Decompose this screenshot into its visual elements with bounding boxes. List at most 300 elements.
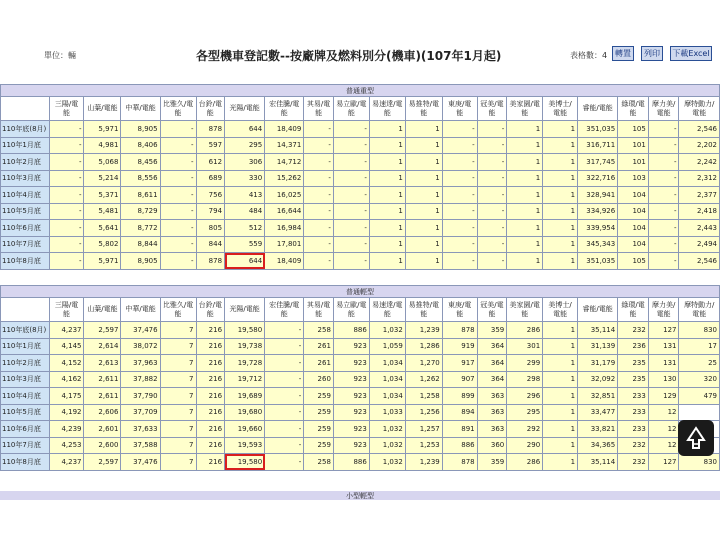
table-cell: 923	[333, 388, 369, 405]
table-cell: 258	[304, 322, 334, 339]
table-cell: 1	[543, 454, 578, 471]
table-cell: 37,633	[121, 421, 160, 438]
table-row	[1, 355, 720, 372]
table-cell: -	[648, 154, 679, 171]
table-cell: -	[160, 187, 196, 204]
table-row	[1, 404, 720, 421]
row-label: 110年4月底	[1, 187, 50, 204]
table-cell: 7	[160, 388, 196, 405]
table-cell: -	[304, 154, 334, 171]
scroll-top-button[interactable]	[678, 420, 714, 456]
table-row	[1, 187, 720, 204]
table-cell: 1,032	[369, 437, 405, 454]
table-cell: 233	[618, 421, 649, 438]
table-cell: -	[333, 137, 369, 154]
table-cell: -	[477, 121, 507, 138]
table-cell: 364	[477, 338, 507, 355]
report-page	[0, 38, 720, 500]
table-cell: 16,025	[265, 187, 304, 204]
table-cell: 233	[618, 404, 649, 421]
table-cell: 2,601	[84, 421, 121, 438]
table-cell: 1	[507, 170, 543, 187]
table-cell: 7	[160, 355, 196, 372]
print-button[interactable]: 列印	[641, 46, 663, 61]
row-label: 110年4月底	[1, 388, 50, 405]
column-header: 摩特動力/電能	[679, 97, 720, 121]
table-cell: 612	[196, 154, 225, 171]
page-title: 各型機車登記數--按廠牌及燃料別分(機車)(107年1月起)	[196, 49, 502, 63]
table-cell: 1,034	[369, 355, 405, 372]
table-cell: -	[477, 154, 507, 171]
table-cell: 19,738	[225, 338, 265, 355]
column-header: 摩力美/電能	[648, 298, 679, 322]
table-row	[1, 236, 720, 253]
table-cell: 1	[507, 236, 543, 253]
table-cell: 1	[543, 137, 578, 154]
table-cell: 1	[369, 121, 405, 138]
table-cell: -	[304, 137, 334, 154]
column-header: 綠環/電能	[618, 97, 649, 121]
table-cell: 1	[507, 253, 543, 270]
column-header: 易速達/電能	[369, 298, 405, 322]
table-cell: 1	[543, 388, 578, 405]
table-cell: -	[477, 203, 507, 220]
table-cell: 2,600	[84, 437, 121, 454]
table-cell: 1,033	[369, 404, 405, 421]
table-cell: 12	[648, 421, 679, 438]
table-cell: 286	[507, 454, 543, 471]
table-cell: 19,593	[225, 437, 265, 454]
table-row	[1, 371, 720, 388]
table-cell: 2,614	[84, 338, 121, 355]
table-cell: 317,745	[578, 154, 618, 171]
table-cell: 1	[369, 170, 405, 187]
table-cell: -	[442, 187, 477, 204]
table-cell: 19,680	[225, 404, 265, 421]
table-cell: 2,546	[679, 121, 720, 138]
table-cell: 4,145	[49, 338, 84, 355]
table-cell: -	[160, 154, 196, 171]
row-label: 110年7月底	[1, 437, 50, 454]
table-cell: -	[265, 437, 304, 454]
table-cell: -	[477, 187, 507, 204]
column-header: 易立歐/電能	[333, 97, 369, 121]
table-cell: 8,611	[121, 187, 160, 204]
table-cell: 7	[160, 371, 196, 388]
table-row	[1, 388, 720, 405]
table-cell: -	[648, 203, 679, 220]
table-cell: -	[265, 355, 304, 372]
table-cell: 5,068	[84, 154, 121, 171]
table-cell: 1,059	[369, 338, 405, 355]
table-cell: 1	[543, 170, 578, 187]
table-cell: 1,032	[369, 454, 405, 471]
table-cell: 32,092	[578, 371, 618, 388]
row-label: 110年3月底	[1, 170, 50, 187]
table-cell: 1,286	[405, 338, 442, 355]
table-cell: 830	[679, 322, 720, 339]
table-cell: 16,984	[265, 220, 304, 237]
table-cell: 359	[477, 454, 507, 471]
table-cell: -	[160, 170, 196, 187]
table-cell: 290	[507, 437, 543, 454]
table-cell: -	[648, 253, 679, 270]
table-cell: 1	[405, 253, 442, 270]
table-cell: 5,971	[84, 253, 121, 270]
table-cell: 322,716	[578, 170, 618, 187]
table-cell: -	[160, 137, 196, 154]
table-cell: 1	[507, 154, 543, 171]
table-cell: 261	[304, 338, 334, 355]
table-cell: -	[49, 137, 84, 154]
row-label: 110年6月底	[1, 220, 50, 237]
table-cell: 2,312	[679, 170, 720, 187]
row-label: 110年5月底	[1, 404, 50, 421]
table-cell: -	[648, 170, 679, 187]
table-cell: 8,556	[121, 170, 160, 187]
table-cell: -	[442, 203, 477, 220]
table-cell: 306	[225, 154, 265, 171]
table-cell: 878	[442, 454, 477, 471]
table-cell: 33,477	[578, 404, 618, 421]
table-cell: 363	[477, 404, 507, 421]
table-cell: 1,253	[405, 437, 442, 454]
table-cell: 413	[225, 187, 265, 204]
column-header-row	[1, 298, 720, 322]
table-cell: 794	[196, 203, 225, 220]
table-cell: 360	[477, 437, 507, 454]
table-cell: 7	[160, 421, 196, 438]
table-cell: 4,237	[49, 322, 84, 339]
column-header: 中華/電能	[121, 298, 160, 322]
column-header: 三陽/電能	[49, 298, 84, 322]
table-cell: -	[160, 236, 196, 253]
table-cell: 320	[679, 371, 720, 388]
table-cell: 8,905	[121, 253, 160, 270]
table-cell: 8,406	[121, 137, 160, 154]
row-label: 110年8月底	[1, 454, 50, 471]
table-cell: 260	[304, 371, 334, 388]
table-cell: 805	[196, 220, 225, 237]
table-cell: -	[265, 322, 304, 339]
table-cell: -	[477, 236, 507, 253]
table-cell: 1	[405, 170, 442, 187]
table-cell: -	[49, 253, 84, 270]
unit-label: 單位：輛	[44, 51, 76, 60]
table-cell: -	[442, 236, 477, 253]
table-cell: 216	[196, 454, 225, 471]
table-cell: 1	[369, 154, 405, 171]
table-cell: 1,239	[405, 454, 442, 471]
table-cell: 14,371	[265, 137, 304, 154]
table-cell: 345,343	[578, 236, 618, 253]
download-excel-button[interactable]: 下載Excel	[670, 46, 712, 61]
column-header: 美家園/電能	[507, 298, 543, 322]
column-header: 中華/電能	[121, 97, 160, 121]
table-cell: 216	[196, 355, 225, 372]
table-cell: 512	[225, 220, 265, 237]
table-cell: 259	[304, 437, 334, 454]
category-header-row	[1, 286, 720, 298]
table-cell: 4,162	[49, 371, 84, 388]
table-cell: 334,926	[578, 203, 618, 220]
table-cell: 364	[477, 355, 507, 372]
table-cell: -	[442, 253, 477, 270]
table-cell: 5,371	[84, 187, 121, 204]
table-cell: 923	[333, 421, 369, 438]
table-cell: 1	[507, 137, 543, 154]
table-cell: 923	[333, 338, 369, 355]
table-cell: 328,941	[578, 187, 618, 204]
table-cell: 261	[304, 355, 334, 372]
table-cell: -	[333, 253, 369, 270]
table-cell: -	[648, 220, 679, 237]
table-cell: -	[49, 154, 84, 171]
table-cell: 2,597	[84, 454, 121, 471]
table-cell: 216	[196, 371, 225, 388]
table-cell: 894	[442, 404, 477, 421]
table-cell: 1	[543, 220, 578, 237]
table-cell: 12	[648, 437, 679, 454]
table-cell: 1,034	[369, 371, 405, 388]
table-cell: 259	[304, 421, 334, 438]
table-cell: 101	[618, 137, 649, 154]
column-header: 其易/電能	[304, 298, 334, 322]
column-header: 比雅久/電能	[160, 298, 196, 322]
table-cell: 644	[225, 121, 265, 138]
table-cell: 35,114	[578, 454, 618, 471]
data-table-light	[0, 285, 720, 471]
transpose-button[interactable]: 轉置	[612, 46, 634, 61]
table-cell: 7	[160, 338, 196, 355]
table-cell: 1	[369, 253, 405, 270]
corner-cell	[1, 298, 50, 322]
table-cell: 2,611	[84, 371, 121, 388]
row-label: 110年底(8月)	[1, 322, 50, 339]
table-cell: 37,476	[121, 322, 160, 339]
table-cell: -	[49, 220, 84, 237]
table-cell: 37,882	[121, 371, 160, 388]
table-cell: 31,179	[578, 355, 618, 372]
table-cell: 2,611	[84, 388, 121, 405]
column-header: 台鈴/電能	[196, 97, 225, 121]
table-cell: 7	[160, 454, 196, 471]
table-cell: -	[648, 137, 679, 154]
column-header: 易速達/電能	[369, 97, 405, 121]
row-label: 110年2月底	[1, 355, 50, 372]
table-cell: 104	[618, 203, 649, 220]
table-cell: 16,644	[265, 203, 304, 220]
table-cell: 2,494	[679, 236, 720, 253]
table-cell: 597	[196, 137, 225, 154]
table-cell: 35,114	[578, 322, 618, 339]
table-cell: 339,954	[578, 220, 618, 237]
table-cell: 259	[304, 388, 334, 405]
table-cell: 19,728	[225, 355, 265, 372]
category-header-next: 小型輕型	[0, 491, 720, 500]
table-cell: 232	[618, 322, 649, 339]
table-cell: -	[333, 220, 369, 237]
table-cell: 5,971	[84, 121, 121, 138]
table-cell: 1	[405, 137, 442, 154]
table-cell: 351,035	[578, 121, 618, 138]
table-cell: 258	[304, 454, 334, 471]
table-row	[1, 454, 720, 471]
category-header: 普通輕型	[1, 286, 720, 298]
table-cell: 919	[442, 338, 477, 355]
table-cell: 33,821	[578, 421, 618, 438]
table-row	[1, 338, 720, 355]
column-header: 光陽/電能	[225, 97, 265, 121]
table-cell: 5,641	[84, 220, 121, 237]
table-cell: 286	[507, 322, 543, 339]
table-cell: 2,606	[84, 404, 121, 421]
table-cell: 104	[618, 236, 649, 253]
table-cell	[679, 404, 720, 421]
table-cell: 559	[225, 236, 265, 253]
table-cell: 1	[543, 437, 578, 454]
table-row	[1, 170, 720, 187]
table-row	[1, 121, 720, 138]
table-cell: 292	[507, 421, 543, 438]
table-cell: -	[442, 121, 477, 138]
table-cell: 216	[196, 421, 225, 438]
table-cell: 37,790	[121, 388, 160, 405]
table-cell: 844	[196, 236, 225, 253]
table-cell: -	[648, 236, 679, 253]
table-cell: 104	[618, 220, 649, 237]
table-cell: 1	[507, 187, 543, 204]
column-header: 冠美/電能	[477, 97, 507, 121]
table-cell: 298	[507, 371, 543, 388]
table-cell: 1	[405, 203, 442, 220]
table-cell: 18,409	[265, 253, 304, 270]
table-cell: -	[160, 203, 196, 220]
table-cell: 8,456	[121, 154, 160, 171]
table-cell: -	[442, 137, 477, 154]
table-cell: 1,256	[405, 404, 442, 421]
table-cell: 1	[507, 203, 543, 220]
table-row	[1, 137, 720, 154]
table-cell: 891	[442, 421, 477, 438]
table-cell: 216	[196, 338, 225, 355]
table-cell: 129	[648, 388, 679, 405]
table-cell: 5,802	[84, 236, 121, 253]
column-header: 美家園/電能	[507, 97, 543, 121]
row-label: 110年2月底	[1, 154, 50, 171]
table-cell: 2,443	[679, 220, 720, 237]
table-cell: 37,963	[121, 355, 160, 372]
table-cell: 15,262	[265, 170, 304, 187]
table-cell: 25	[679, 355, 720, 372]
table-cell: 363	[477, 421, 507, 438]
table-cell: 295	[507, 404, 543, 421]
table-cell: 235	[618, 355, 649, 372]
table-cell: 1	[543, 253, 578, 270]
table-cell: 18,409	[265, 121, 304, 138]
table-cell: 4,981	[84, 137, 121, 154]
table-cell: 363	[477, 388, 507, 405]
table-cell: 37,476	[121, 454, 160, 471]
table-cell: 12	[648, 404, 679, 421]
table-cell: -	[265, 388, 304, 405]
table-cell: 4,237	[49, 454, 84, 471]
table-cell: 232	[618, 437, 649, 454]
table-cell: 233	[618, 388, 649, 405]
table-count-label: 表格數：4	[570, 51, 608, 60]
table-cell: 17,801	[265, 236, 304, 253]
table-cell: 886	[442, 437, 477, 454]
table-row	[1, 220, 720, 237]
table-cell: 1	[543, 371, 578, 388]
table-cell: 17	[679, 338, 720, 355]
table-cell: 2,242	[679, 154, 720, 171]
table-cell: -	[333, 121, 369, 138]
table-cell: 2,418	[679, 203, 720, 220]
column-header: 綠環/電能	[618, 298, 649, 322]
column-header: 易立歐/電能	[333, 298, 369, 322]
column-header: 摩力美/電能	[648, 97, 679, 121]
table-cell: 1,258	[405, 388, 442, 405]
table-cell: 8,905	[121, 121, 160, 138]
table-cell: -	[265, 338, 304, 355]
table-cell: 19,580	[225, 322, 265, 339]
table-cell: -	[648, 121, 679, 138]
table-cell: 756	[196, 187, 225, 204]
table-row	[1, 253, 720, 270]
table-cell: -	[477, 220, 507, 237]
table-cell: 1	[543, 322, 578, 339]
table-cell: 216	[196, 388, 225, 405]
row-label: 110年1月底	[1, 338, 50, 355]
table-cell: 1,239	[405, 322, 442, 339]
row-label: 110年底(8月)	[1, 121, 50, 138]
table-cell: 1	[405, 187, 442, 204]
table-cell: 351,035	[578, 253, 618, 270]
table-cell: 1	[507, 121, 543, 138]
table-cell: -	[442, 220, 477, 237]
table-cell: 1,032	[369, 421, 405, 438]
table-cell: -	[304, 203, 334, 220]
table-row	[1, 154, 720, 171]
table-cell: -	[265, 371, 304, 388]
table-row	[1, 203, 720, 220]
table-cell: 479	[679, 388, 720, 405]
column-header: 比雅久/電能	[160, 97, 196, 121]
table-cell: 1	[543, 203, 578, 220]
table-cell: 295	[225, 137, 265, 154]
table-cell: 484	[225, 203, 265, 220]
table-cell: 14,712	[265, 154, 304, 171]
table-cell: -	[333, 187, 369, 204]
category-header-row	[1, 85, 720, 97]
row-label: 110年7月底	[1, 236, 50, 253]
table-cell: -	[49, 203, 84, 220]
table-cell: 127	[648, 454, 679, 471]
table-cell: -	[442, 154, 477, 171]
table-cell: 105	[618, 253, 649, 270]
table-cell: -	[49, 236, 84, 253]
table-cell: 1	[543, 187, 578, 204]
table-cell: 1	[405, 220, 442, 237]
column-header: 山葉/電能	[84, 97, 121, 121]
table-cell: 364	[477, 371, 507, 388]
table-cell: 1	[543, 154, 578, 171]
table-cell: -	[160, 253, 196, 270]
table-cell: -	[648, 187, 679, 204]
table-cell: 216	[196, 322, 225, 339]
table-cell: 259	[304, 404, 334, 421]
